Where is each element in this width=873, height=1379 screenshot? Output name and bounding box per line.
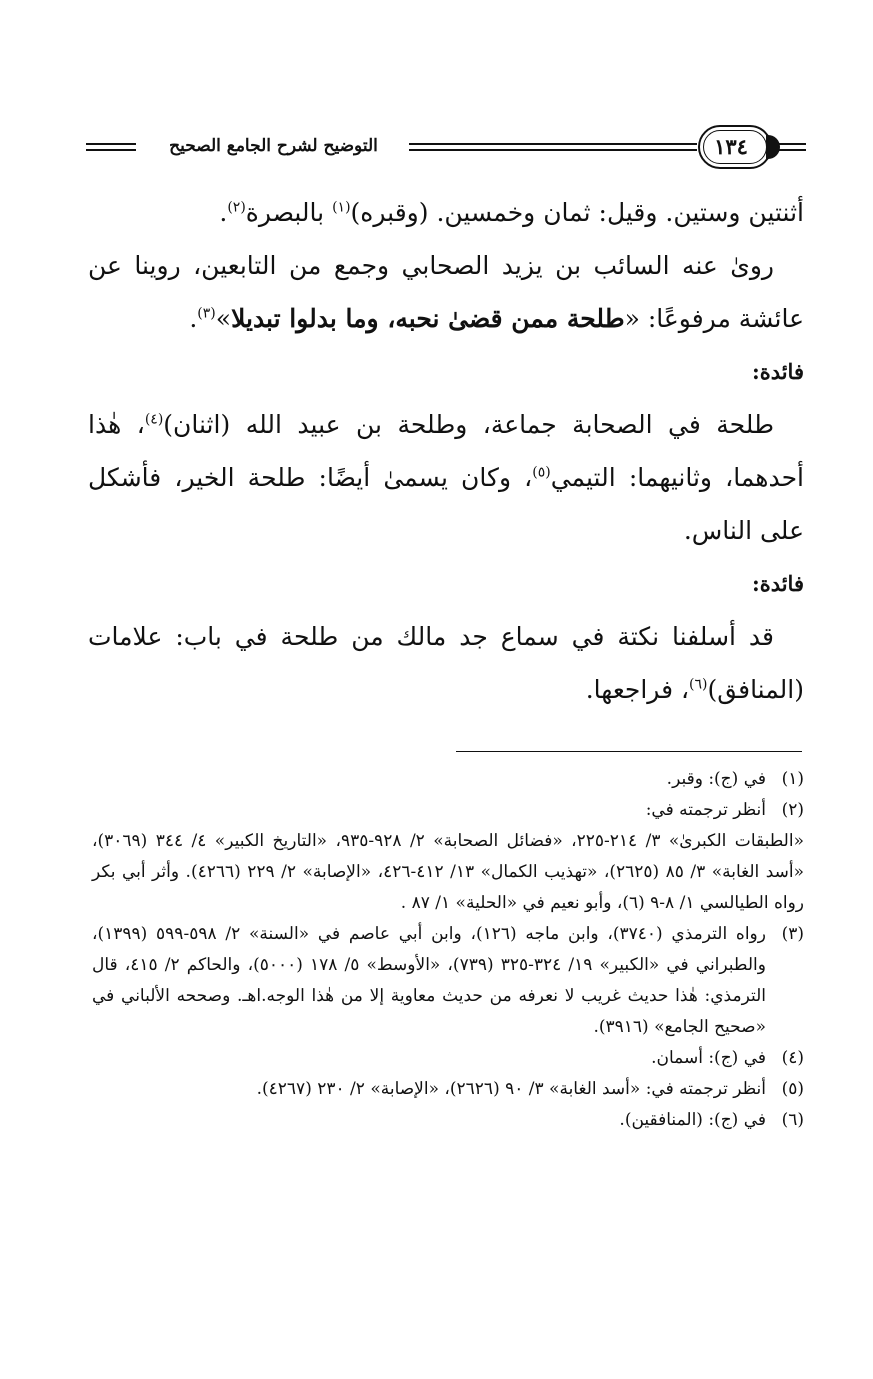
main-text <box>88 186 804 716</box>
footnote-text: في (ج): وقبر. <box>666 769 766 789</box>
header-rule <box>86 149 136 151</box>
footnote-text: في (ج): أسمان. <box>651 1048 766 1068</box>
footnote-text: رواه الترمذي (٣٧٤٠)، وابن ماجه (١٢٦)، وابن أبي عاصم في «السنة» ٢/ ٥٩٨-٥٩٩ (١٣٩٩)، والطبراني في «الكبير» ١٩/ ٣٢٤-٣٢٥ (٧٣٩)، «الأوسط» ٥/ ١٧٨ (٥٠٠٠)، والحاكم ٢/ ٤١٥، قال الترمذي: هٰذا حديث غريب لا نعرفه من حديث معاوية إلا من هٰذا الوجه.اهـ. وصححه الألباني في «صحيح الجامع» (٣٩١٦). <box>92 924 766 1037</box>
footnote-number: (٣) <box>781 924 804 944</box>
footnote-number: (٦) <box>781 1110 804 1130</box>
footnote-text: أنظر ترجمته في: «أسد الغابة» ٣/ ٩٠ (٢٦٢٦)، «الإصابة» ٢/ ٢٣٠ (٤٢٦٧). <box>256 1079 766 1099</box>
text-run: أثنتين وستين. وقيل: ثمان وخمسين. (وقبره) <box>350 198 804 227</box>
footnote-text: «الطبقات الكبرىٰ» ٣/ ٢١٤-٢٢٥، «فضائل الصحابة» ٢/ ٩٢٨-٩٣٥، «التاريخ الكبير» ٤/ ٣٤٤ (٣٠٦٩)، «أسد الغابة» ٣/ ٨٥ (٢٦٢٥)، «تهذيب الكمال» ١٣/ ٤١٢-٤٢٦، «الإصابة» ٢/ ٢٢٩ (٤٢٦٦). وأثر أبي بكر رواه الطيالسي ١/ ٨-٩ (٦)، وأبو نعيم في «الحلية» ١/ ٨٧ . <box>92 831 805 913</box>
text-run: » <box>215 304 232 333</box>
hadith-quote: طلحة ممن قضىٰ نحبه، وما بدلوا تبديلا <box>231 304 625 333</box>
footnote-number: (١) <box>781 769 804 789</box>
footnote-ref: (٦) <box>689 676 708 693</box>
header-rule <box>409 149 697 151</box>
footnote-text: في (ج): (المنافقين). <box>619 1110 766 1130</box>
footnote-ref: (٢) <box>227 199 246 216</box>
section-heading: فائدة: <box>751 359 804 384</box>
text-run: ، وكان يسمىٰ أيضًا: طلحة الخير، فأشكل على الناس. <box>88 463 804 545</box>
header-rule <box>769 149 806 151</box>
text-run: روىٰ عنه السائب بن يزيد الصحابي وجمع من التابعين، روينا عن عائشة مرفوعًا: « <box>88 251 804 333</box>
header-rule <box>409 143 697 145</box>
running-header <box>86 122 806 174</box>
section-heading: فائدة: <box>751 571 804 596</box>
footnote-ref: (٥) <box>532 464 551 481</box>
header-rule <box>86 143 136 145</box>
text-run: . <box>189 304 198 333</box>
footnote-number: (٤) <box>781 1048 804 1068</box>
paragraph <box>88 398 804 557</box>
text-run: طلحة في الصحابة جماعة، وطلحة بن عبيد الله (اثنان) <box>163 410 774 439</box>
footnote <box>92 1043 804 1074</box>
footnote-number: (٥) <box>781 1079 804 1099</box>
footnote-text: أنظر ترجمته في: <box>645 800 766 820</box>
text-run: قد أسلفنا نكتة في سماع جد مالك من طلحة في باب: علامات (المنافق) <box>88 622 804 704</box>
footnote <box>92 1105 804 1136</box>
footnote <box>92 764 804 795</box>
footnote <box>92 795 804 919</box>
text-run: ، فراجعها. <box>585 675 690 704</box>
page-number-badge <box>698 125 772 169</box>
footnotes <box>92 764 804 1136</box>
footnote <box>92 919 804 1043</box>
paragraph <box>88 186 804 239</box>
running-title: التوضيح لشرح الجامع الصحيح <box>169 136 378 156</box>
footnote-separator <box>456 751 802 752</box>
footnote <box>92 1074 804 1105</box>
paragraph <box>88 610 804 716</box>
page-number: ١٣٤ <box>714 134 748 159</box>
text-run: بالبصرة <box>245 198 333 227</box>
text-run: ، هٰذا أحدهما، وثانيهما: التيمي <box>88 410 804 492</box>
footnote-ref: (٤) <box>144 411 164 428</box>
footnote-ref: (٣) <box>197 305 216 322</box>
header-rule <box>769 143 806 145</box>
footnote-ref: (١) <box>332 199 351 216</box>
footnote-number: (٢) <box>781 800 804 820</box>
paragraph <box>88 239 804 345</box>
text-run: . <box>219 198 228 227</box>
